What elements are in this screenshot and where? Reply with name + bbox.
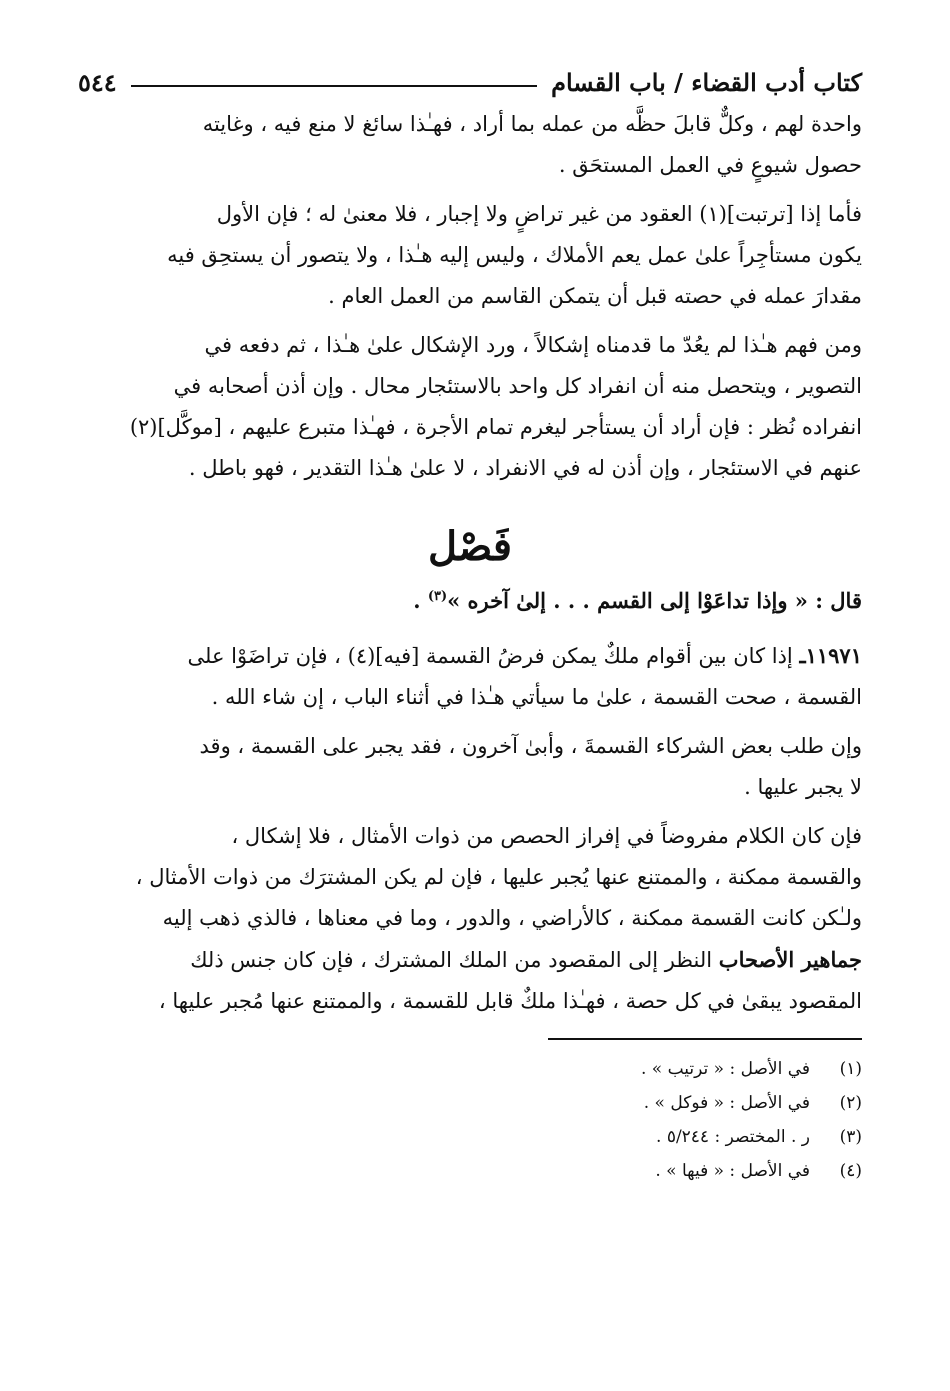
- paragraph-line: وإن طلب بعض الشركاء القسمةَ ، وأبىٰ آخرون ، فقد يجبر على القسمة ، وقد: [199, 734, 862, 758]
- footnote-text: في الأصل : « ترتيب » .: [640, 1059, 810, 1079]
- paragraph-line: انفراده نُظر : فإن أراد أن يستأجر ليغرم تمام الأجرة ، فهـٰذا متبرع عليهم ، [موكَّل](٢): [129, 415, 862, 439]
- footnote-text: في الأصل : « فوكل » .: [643, 1093, 810, 1113]
- line-rest: النظر إلى المقصود من الملك المشترك ، فإن كان جنس ذلك: [190, 948, 719, 972]
- footnote: [78, 1120, 862, 1154]
- footnote-separator: [548, 1038, 862, 1040]
- issue-text: إذا كان بين أقوام ملكٌ يمكن فرضُ القسمة [فيه](٤) ، فإن تراضَوْا على: [187, 644, 800, 668]
- paragraph-line: ولـٰكن كانت القسمة ممكنة ، كالأراضي ، والدور ، وما في معناها ، فالذي ذهب إليه: [162, 906, 862, 930]
- footnote-number: (٢): [839, 1093, 862, 1113]
- running-header: [78, 60, 862, 104]
- paragraph-line: ومن فهم هـٰذا لم يعُدّ ما قدمناه إشكالاً ، ورد الإشكال علىٰ هـٰذا ، ثم دفعه في: [204, 333, 862, 357]
- footnotes: [78, 1052, 862, 1188]
- paragraph-line: [78, 939, 862, 981]
- footnote-number: (٣): [839, 1127, 862, 1147]
- paragraph-line: فأما إذا [ترتبت](١) العقود من غير تراضٍ ولا إجبار ، فلا معنىٰ له ؛ فإن الأول: [216, 202, 862, 226]
- paragraph-line: يكون مستأجِراً علىٰ عمل يعم الأملاك ، وليس إليه هـٰذا ، ولا يتصور أن يستحِق فيه: [167, 243, 862, 267]
- footnote: [78, 1052, 862, 1086]
- paragraph-line: فإن كان الكلام مفروضاً في إفراز الحصص من ذوات الأمثال ، فلا إشكال ،: [231, 824, 862, 848]
- paragraph-line: القسمة ، صحت القسمة ، علىٰ ما سيأتي هـٰذا في أثناء الباب ، إن شاء الله .: [211, 685, 862, 709]
- page-number: ٥٤٤: [78, 67, 117, 97]
- section-quote: [78, 579, 862, 623]
- paragraph-line: والقسمة ممكنة ، والممتنع عنها يُجبر عليها ، فإن لم يكن المشترَك من ذوات الأمثال ،: [135, 865, 862, 889]
- bold-phrase: جماهير الأصحاب: [718, 947, 862, 972]
- quote-text: قال : « وإذا تداعَوْا إلى القسم . . . إلىٰ آخره »: [447, 588, 862, 613]
- main-text: [78, 104, 862, 1022]
- issue-number: ١١٩٧١ـ: [799, 643, 862, 668]
- section-heading-fasl: فَصْل: [427, 523, 513, 570]
- paragraph-line: حصول شيوعٍ في العمل المستحَق .: [558, 153, 862, 177]
- running-title: كتاب أدب القضاء / باب القسام: [551, 67, 862, 97]
- issue-line: [78, 635, 862, 677]
- book-page: [78, 60, 862, 1351]
- paragraph-line: لا يجبر عليها .: [744, 775, 862, 799]
- footnote-number: (٤): [839, 1161, 862, 1181]
- paragraph-line: مقدارَ عمله في حصته قبل أن يتمكن القاسم من العمل العام .: [328, 284, 862, 308]
- quote-end: .: [413, 588, 428, 613]
- section-ornament: [78, 517, 862, 579]
- paragraph-line: المقصود يبقىٰ في كل حصة ، فهـٰذا ملكٌ قابل للقسمة ، والممتنع عنها مُجبر عليها ،: [158, 989, 862, 1013]
- footnote: [78, 1086, 862, 1120]
- footnote-ref: (٣): [427, 589, 448, 604]
- footnote-text: ر . المختصر : ٥/٢٤٤ .: [656, 1127, 810, 1147]
- paragraph-line: واحدة لهم ، وكلٌّ قابلَ حظَّه من عمله بما أراد ، فهـٰذا سائغ لا منع فيه ، وغايته: [202, 112, 862, 136]
- paragraph-line: عنهم في الاستئجار ، وإن أذن له في الانفراد ، لا علىٰ هـٰذا التقدير ، فهو باطل .: [188, 456, 862, 480]
- paragraph-line: التصوير ، ويتحصل منه أن انفراد كل واحد بالاستئجار محال . وإن أذن أصحابه في: [173, 374, 862, 398]
- footnote-text: في الأصل : « فيها » .: [655, 1161, 810, 1181]
- header-rule: [131, 85, 537, 87]
- footnote: [78, 1154, 862, 1188]
- footnote-number: (١): [839, 1059, 862, 1079]
